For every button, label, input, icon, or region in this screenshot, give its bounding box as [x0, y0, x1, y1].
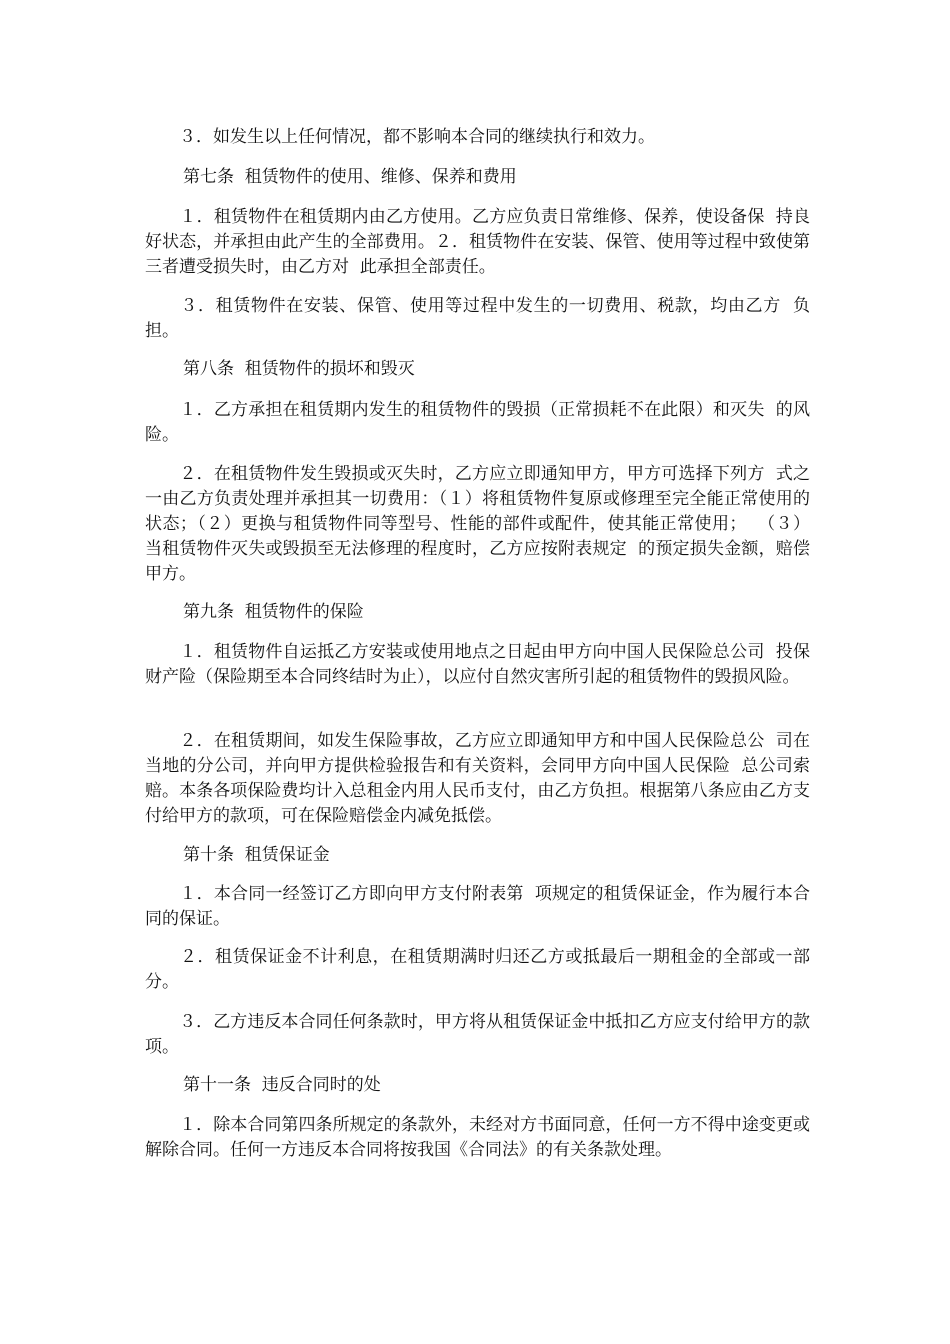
article-11-heading: 第十一条 违反合同时的处: [183, 1075, 381, 1095]
paragraph-clause-10-2: ２．租赁保证金不计利息，在租赁期满时归还乙方或抵最后一期租金的全部或一部分。: [145, 947, 810, 992]
article-9-heading: 第九条 租赁物件的保险: [183, 602, 364, 622]
paragraph-clause-10-3: ３．乙方违反本合同任何条款时，甲方将从租赁保证金中抵扣乙方应支付给甲方的款项。: [145, 1012, 810, 1057]
paragraph-clause-7-1: １．租赁物件在租赁期内由乙方使用。乙方应负责日常维修、保养，使设备保 持良好状态，并承担由此产生的全部费用。２．租赁物件在安装、保管、使用等过程中致使第三者遭受损失时，由乙方对 此承担全部责任。: [145, 207, 810, 277]
paragraph-clause-6-3: ３．如发生以上任何情况，都不影响本合同的继续执行和效力。: [145, 127, 655, 147]
article-7-heading: 第七条 租赁物件的使用、维修、保养和费用: [183, 167, 517, 187]
article-8-heading: 第八条 租赁物件的损坏和毁灭: [183, 359, 415, 379]
paragraph-clause-7-3: ３．租赁物件在安装、保管、使用等过程中发生的一切费用、税款，均由乙方 负担。: [145, 296, 810, 341]
paragraph-clause-11-1: １．除本合同第四条所规定的条款外，未经对方书面同意，任何一方不得中途变更或解除合同。任何一方违反本合同将按我国《合同法》的有关条款处理。: [145, 1115, 810, 1160]
paragraph-clause-8-1: １．乙方承担在租赁期内发生的租赁物件的毁损（正常损耗不在此限）和灭失 的风险。: [145, 400, 810, 445]
paragraph-clause-9-2: ２．在租赁期间，如发生保险事故，乙方应立即通知甲方和中国人民保险总公 司在当地的分公司，并向甲方提供检验报告和有关资料，会同甲方向中国人民保险 总公司索赔。本条各项保险费均计入总租金内用人民币支付，由乙方负担。根据第八条应由乙方支付给甲方的款项，可在保险赔偿金内减免抵偿。: [145, 731, 810, 826]
paragraph-clause-8-2: ２．在租赁物件发生毁损或灭失时，乙方应立即通知甲方，甲方可选择下列方 式之一由乙方负责处理并承担其一切费用：（１）将租赁物件复原或修理至完全能正常使用的状态；（２）更换与租赁物件同等型号、性能的部件或配件，使其能正常使用； （３）当租赁物件灭失或毁损至无法修理的程度时，乙方应按附表规定 的预定损失金额，赔偿甲方。: [145, 464, 810, 584]
article-10-heading: 第十条 租赁保证金: [183, 845, 330, 865]
paragraph-clause-10-1: １．本合同一经签订乙方即向甲方支付附表第 项规定的租赁保证金，作为履行本合同的保证。: [145, 884, 810, 929]
paragraph-clause-9-1: １．租赁物件自运抵乙方安装或使用地点之日起由甲方向中国人民保险总公司 投保财产险（保险期至本合同终结时为止），以应付自然灾害所引起的租赁物件的毁损风险。: [145, 642, 810, 687]
